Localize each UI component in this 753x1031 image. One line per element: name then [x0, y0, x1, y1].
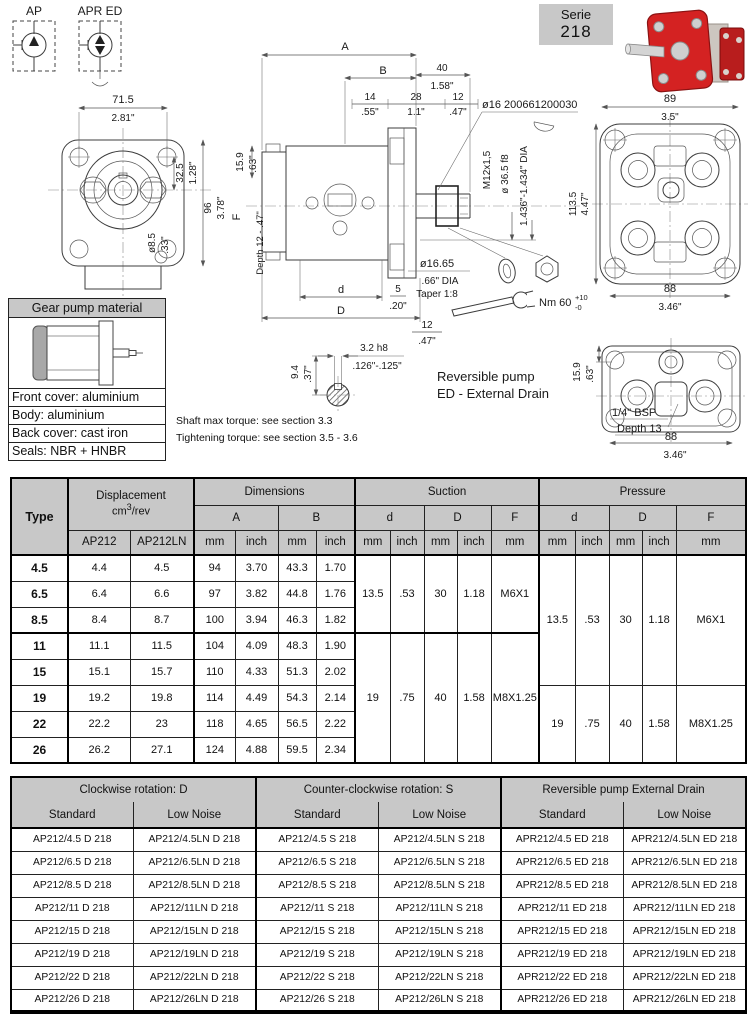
dim-label: .55" — [361, 107, 379, 118]
spec-cell: 8.7 — [130, 607, 194, 633]
order-cell: AP212/4.5 D 218 — [11, 828, 133, 851]
col-header-displacement — [68, 478, 194, 530]
order-group-header-row — [11, 777, 746, 802]
dim-label: A — [341, 41, 349, 53]
spec-cell: 110 — [194, 659, 235, 685]
spec-cell: 15.1 — [68, 659, 130, 685]
spec-cell: 56.5 — [278, 711, 316, 737]
unit-header: inch — [642, 530, 676, 555]
key-detail — [290, 343, 404, 414]
material-box-drawing — [9, 318, 165, 388]
front-view — [48, 94, 227, 296]
unit-header: mm — [424, 530, 457, 555]
material-row: Seals: NBR + HNBR — [9, 442, 165, 460]
spec-cell: 19.8 — [130, 685, 194, 711]
order-cell: AP212/22 S 218 — [256, 966, 378, 989]
col-header-suction-d: d — [355, 505, 424, 530]
spec-cell: 4.49 — [235, 685, 278, 711]
spec-cell: 15.7 — [130, 659, 194, 685]
dim-label: .63" — [248, 155, 259, 173]
spec-cell: 27.1 — [130, 737, 194, 763]
unit-header: mm — [539, 530, 575, 555]
dim-label: ø16.65 — [419, 258, 455, 270]
order-cell: APR212/22LN ED 218 — [623, 966, 746, 989]
order-cell: AP212/19 D 218 — [11, 943, 133, 966]
col-header-suction-f: F — [491, 505, 539, 530]
port-label: 1/4" BSP — [612, 407, 657, 419]
spec-cell: 6.6 — [130, 581, 194, 607]
col-header-dimensions: Dimensions — [194, 478, 355, 505]
spec-cell: 15 — [11, 659, 68, 685]
unit-header: mm — [278, 530, 316, 555]
spec-cell: 48.3 — [278, 633, 316, 659]
order-cell: AP212/19LN D 218 — [133, 943, 256, 966]
spec-cell: 3.70 — [235, 555, 278, 581]
order-cell: APR212/11LN ED 218 — [623, 897, 746, 920]
dim-label: .20" — [389, 301, 407, 312]
ap-symbol — [13, 4, 55, 71]
material-row: Body: aluminium — [9, 406, 165, 424]
dim-label: .37" — [303, 365, 314, 383]
dim-label: 96 — [203, 202, 214, 214]
dim-label: 89 — [663, 93, 677, 105]
order-row — [11, 920, 746, 943]
order-cell: AP212/11 S 218 — [256, 897, 378, 920]
unit-header: inch — [316, 530, 355, 555]
order-cell: AP212/4.5 S 218 — [256, 828, 378, 851]
dim-label: 113.5 — [568, 191, 579, 217]
pump-side-icon — [17, 319, 157, 387]
shaft-taper-detail — [408, 228, 588, 316]
dim-label: .33" — [160, 236, 171, 254]
order-cell: AP212/15LN D 218 — [133, 920, 256, 943]
dim-label: 12 — [421, 320, 433, 331]
order-cell: AP212/26LN D 218 — [133, 989, 256, 1012]
spec-cell: 100 — [194, 607, 235, 633]
spec-cell: 22.2 — [68, 711, 130, 737]
tightening-torque-note: Tightening torque: see section 3.5 - 3.6 — [176, 432, 358, 444]
spec-cell: 19 — [355, 633, 390, 763]
col-header-pressure: Pressure — [539, 478, 746, 505]
pump-photo — [626, 10, 745, 93]
spec-cell: 11 — [11, 633, 68, 659]
dim-label: 4.47" — [580, 192, 591, 216]
order-cell: APR212/15 ED 218 — [501, 920, 623, 943]
spec-cell: 1.58 — [642, 685, 676, 763]
spec-cell: 114 — [194, 685, 235, 711]
order-cell: AP212/6.5 S 218 — [256, 851, 378, 874]
order-cell: AP212/15 D 218 — [11, 920, 133, 943]
spec-cell: 6.4 — [68, 581, 130, 607]
dim-label: .47" — [418, 336, 436, 347]
sub-header-standard: Standard — [256, 802, 378, 828]
sub-header-low-noise: Low Noise — [378, 802, 501, 828]
spec-cell: 19 — [539, 685, 575, 763]
col-header-ap212ln: AP212LN — [130, 530, 194, 555]
order-cell: AP212/22LN S 218 — [378, 966, 501, 989]
order-cell: AP212/11 D 218 — [11, 897, 133, 920]
spec-cell: 2.22 — [316, 711, 355, 737]
spec-cell: 1.82 — [316, 607, 355, 633]
spec-table — [10, 477, 747, 764]
material-box — [8, 298, 166, 461]
torque-notes — [176, 413, 358, 447]
spec-cell: 6.5 — [11, 581, 68, 607]
dim-label: 3.2 h8 — [360, 343, 388, 354]
order-cell: AP212/26 S 218 — [256, 989, 378, 1012]
order-cell: AP212/26LN S 218 — [378, 989, 501, 1012]
order-cell: AP212/8.5LN S 218 — [378, 874, 501, 897]
torque-tolerance-minus: -0 — [575, 303, 582, 312]
col-header-pressure-f: F — [676, 505, 746, 530]
spec-cell: 4.5 — [130, 555, 194, 581]
order-row — [11, 897, 746, 920]
spec-cell: 1.18 — [457, 555, 491, 633]
unit-header: inch — [457, 530, 491, 555]
order-cell: AP212/11LN S 218 — [378, 897, 501, 920]
serie-badge — [539, 4, 613, 45]
group-header-reversible: Reversible pump External Drain — [501, 777, 746, 802]
order-row — [11, 874, 746, 897]
dim-label: 5 — [395, 284, 401, 295]
spec-cell: 30 — [609, 555, 642, 685]
spec-cell: 40 — [609, 685, 642, 763]
apr-ed-symbol — [78, 4, 123, 86]
order-cell: APR212/4.5LN ED 218 — [623, 828, 746, 851]
spec-cell: 11.1 — [68, 633, 130, 659]
spec-cell: M8X1.25 — [676, 685, 746, 763]
spec-cell: 13.5 — [539, 555, 575, 685]
displacement-unit: $cm^3$/rev — [111, 502, 151, 519]
shaft-torque-note: Shaft max torque: see section 3.3 — [176, 415, 333, 427]
spec-row — [11, 555, 746, 581]
dim-label: 14 — [364, 92, 376, 103]
spec-cell: 22 — [11, 711, 68, 737]
spec-cell: 59.5 — [278, 737, 316, 763]
dim-label: 9.4 — [290, 365, 301, 379]
spec-cell: .53 — [575, 555, 609, 685]
dim-label: 88 — [664, 431, 678, 443]
serie-label: Serie — [560, 7, 592, 22]
dim-label: d — [337, 284, 345, 296]
spec-cell: 40 — [424, 633, 457, 763]
col-header-b: B — [278, 505, 355, 530]
reversible-note — [437, 369, 549, 401]
dim-label: 2.81" — [111, 113, 135, 124]
order-row — [11, 966, 746, 989]
spec-cell: .53 — [390, 555, 424, 633]
reversible-note-line1: Reversible pump — [437, 369, 535, 384]
spec-cell: 4.33 — [235, 659, 278, 685]
order-cell: AP212/26 D 218 — [11, 989, 133, 1012]
unit-header: mm — [491, 530, 539, 555]
dim-label: .47" — [449, 107, 467, 118]
order-cell: AP212/6.5 D 218 — [11, 851, 133, 874]
dim-label: ø8.5 — [147, 232, 158, 254]
order-cell: APR212/26LN ED 218 — [623, 989, 746, 1012]
spec-cell: 1.76 — [316, 581, 355, 607]
spec-cell: 4.4 — [68, 555, 130, 581]
spec-cell: 2.14 — [316, 685, 355, 711]
torque-label: Nm 60 — [539, 297, 572, 309]
spec-cell: M6X1 — [676, 555, 746, 685]
order-cell: AP212/22LN D 218 — [133, 966, 256, 989]
unit-header: mm — [609, 530, 642, 555]
spec-cell: 4.5 — [11, 555, 68, 581]
dim-label: ø 36.5 f8 — [500, 154, 511, 194]
col-header-suction: Suction — [355, 478, 539, 505]
order-row — [11, 943, 746, 966]
spec-cell: M8X1.25 — [491, 633, 539, 763]
ap-symbol-label: AP — [25, 4, 43, 18]
order-sub-header-row — [11, 802, 746, 828]
spec-cell: 3.82 — [235, 581, 278, 607]
dim-label: .66" DIA — [421, 276, 459, 287]
unit-header: mm — [194, 530, 235, 555]
spec-cell: 11.5 — [130, 633, 194, 659]
spec-cell: 2.02 — [316, 659, 355, 685]
order-cell: APR212/19LN ED 218 — [623, 943, 746, 966]
order-cell: AP212/8.5 S 218 — [256, 874, 378, 897]
unit-header: inch — [390, 530, 424, 555]
dim-label: D — [337, 305, 345, 317]
col-header-a: A — [194, 505, 278, 530]
spec-cell: 97 — [194, 581, 235, 607]
spec-cell: 4.88 — [235, 737, 278, 763]
spec-cell: 124 — [194, 737, 235, 763]
order-cell: APR212/22 ED 218 — [501, 966, 623, 989]
dim-label: 12 — [452, 92, 464, 103]
spec-cell: 4.65 — [235, 711, 278, 737]
col-header-suction-D: D — [424, 505, 491, 530]
order-cell: AP212/8.5LN D 218 — [133, 874, 256, 897]
spec-cell: 46.3 — [278, 607, 316, 633]
dim-label: B — [379, 65, 387, 77]
order-cell: AP212/19 S 218 — [256, 943, 378, 966]
dim-label: 1.1" — [407, 107, 425, 118]
spec-cell: 94 — [194, 555, 235, 581]
order-cell: AP212/15LN S 218 — [378, 920, 501, 943]
serie-number: 218 — [560, 22, 592, 41]
order-cell: AP212/15 S 218 — [256, 920, 378, 943]
order-cell: APR212/11 ED 218 — [501, 897, 623, 920]
order-cell: APR212/6.5 ED 218 — [501, 851, 623, 874]
bottom-view — [572, 338, 746, 461]
shaft-code-label: ø16 200661200030 — [482, 99, 578, 111]
order-row — [11, 851, 746, 874]
order-row — [11, 828, 746, 851]
reversible-note-line2: ED - External Drain — [437, 386, 549, 401]
spec-cell: 26.2 — [68, 737, 130, 763]
order-cell: AP212/6.5LN D 218 — [133, 851, 256, 874]
dim-label: 40 — [436, 63, 448, 74]
spec-cell: 104 — [194, 633, 235, 659]
order-cell: APR212/8.5 ED 218 — [501, 874, 623, 897]
col-header-type: Type — [11, 478, 68, 555]
order-cell: AP212/22 D 218 — [11, 966, 133, 989]
sub-header-standard: Standard — [501, 802, 623, 828]
apr-ed-symbol-label: APR ED — [77, 4, 123, 18]
order-cell: AP212/6.5LN S 218 — [378, 851, 501, 874]
material-row: Front cover: aluminium — [9, 388, 165, 406]
dim-label: 71.5 — [112, 94, 134, 106]
unit-header: mm — [355, 530, 390, 555]
order-cell: AP212/8.5 D 218 — [11, 874, 133, 897]
spec-cell: M6X1 — [491, 555, 539, 633]
dim-label: 3.78" — [216, 196, 227, 220]
sub-header-low-noise: Low Noise — [623, 802, 746, 828]
displacement-label: Displacement — [96, 490, 166, 503]
order-row — [11, 989, 746, 1012]
dim-label: 88 — [663, 283, 677, 295]
unit-header: inch — [575, 530, 609, 555]
order-cell: AP212/19LN S 218 — [378, 943, 501, 966]
spec-cell: 19.2 — [68, 685, 130, 711]
dim-label: Taper 1:8 — [416, 289, 458, 300]
order-table — [10, 776, 747, 1014]
col-header-pressure-D: D — [609, 505, 676, 530]
spec-cell: 44.8 — [278, 581, 316, 607]
order-cell: APR212/26 ED 218 — [501, 989, 623, 1012]
spec-cell: 3.94 — [235, 607, 278, 633]
col-header-ap212: AP212 — [68, 530, 130, 555]
order-cell: AP212/4.5LN S 218 — [378, 828, 501, 851]
group-header-counter-clockwise: Counter-clockwise rotation: S — [256, 777, 501, 802]
order-cell: APR212/15LN ED 218 — [623, 920, 746, 943]
dim-label: F — [231, 213, 243, 221]
spec-cell: 8.4 — [68, 607, 130, 633]
material-box-title: Gear pump material — [9, 299, 165, 318]
dim-label: 1.28" — [188, 161, 199, 185]
spec-cell: 13.5 — [355, 555, 390, 633]
spec-cell: 26 — [11, 737, 68, 763]
spec-cell: 8.5 — [11, 607, 68, 633]
unit-header: mm — [676, 530, 746, 555]
depth-label: Depth 13 — [617, 423, 662, 435]
spec-cell: 23 — [130, 711, 194, 737]
col-header-pressure-d: d — [539, 505, 609, 530]
spec-cell: .75 — [390, 633, 424, 763]
order-cell: APR212/4.5 ED 218 — [501, 828, 623, 851]
order-cell: APR212/8.5LN ED 218 — [623, 874, 746, 897]
dim-label: 3.46" — [663, 450, 687, 461]
spec-cell: 51.3 — [278, 659, 316, 685]
order-cell: AP212/4.5LN D 218 — [133, 828, 256, 851]
sub-header-low-noise: Low Noise — [133, 802, 256, 828]
spec-cell: 19 — [11, 685, 68, 711]
dim-label: 28 — [410, 92, 422, 103]
spec-cell: .75 — [575, 685, 609, 763]
spec-cell: 43.3 — [278, 555, 316, 581]
spec-cell: 1.90 — [316, 633, 355, 659]
torque-tolerance-plus: +10 — [575, 293, 588, 302]
spec-cell: 4.09 — [235, 633, 278, 659]
spec-cell: 1.18 — [642, 555, 676, 685]
dim-label: 3.5" — [661, 112, 679, 123]
group-header-clockwise: Clockwise rotation: D — [11, 777, 256, 802]
rear-view — [568, 93, 748, 313]
spec-cell: 118 — [194, 711, 235, 737]
dim-label: 1.436"-1.434" DIA — [519, 146, 530, 226]
dim-label: 15.9 — [572, 362, 583, 382]
material-row: Back cover: cast iron — [9, 424, 165, 442]
order-cell: APR212/6.5LN ED 218 — [623, 851, 746, 874]
order-cell: AP212/11LN D 218 — [133, 897, 256, 920]
spec-cell: 1.70 — [316, 555, 355, 581]
sub-header-standard: Standard — [11, 802, 133, 828]
dim-label: .63" — [585, 365, 596, 383]
order-cell: APR212/19 ED 218 — [501, 943, 623, 966]
dim-label: 15.9 — [235, 152, 246, 172]
dim-label: 32.5 — [175, 163, 186, 183]
spec-cell: 54.3 — [278, 685, 316, 711]
dim-label: M12x1,5 — [482, 150, 493, 190]
unit-header: inch — [235, 530, 278, 555]
spec-cell: 1.58 — [457, 633, 491, 763]
spec-cell: 30 — [424, 555, 457, 633]
dim-label: .126"-.125" — [352, 361, 402, 372]
dim-label: 1.58" — [430, 81, 454, 92]
dim-label: 3.46" — [658, 302, 682, 313]
spec-cell: 2.34 — [316, 737, 355, 763]
depth-note-label: Depth 12 - .47" — [255, 211, 266, 275]
